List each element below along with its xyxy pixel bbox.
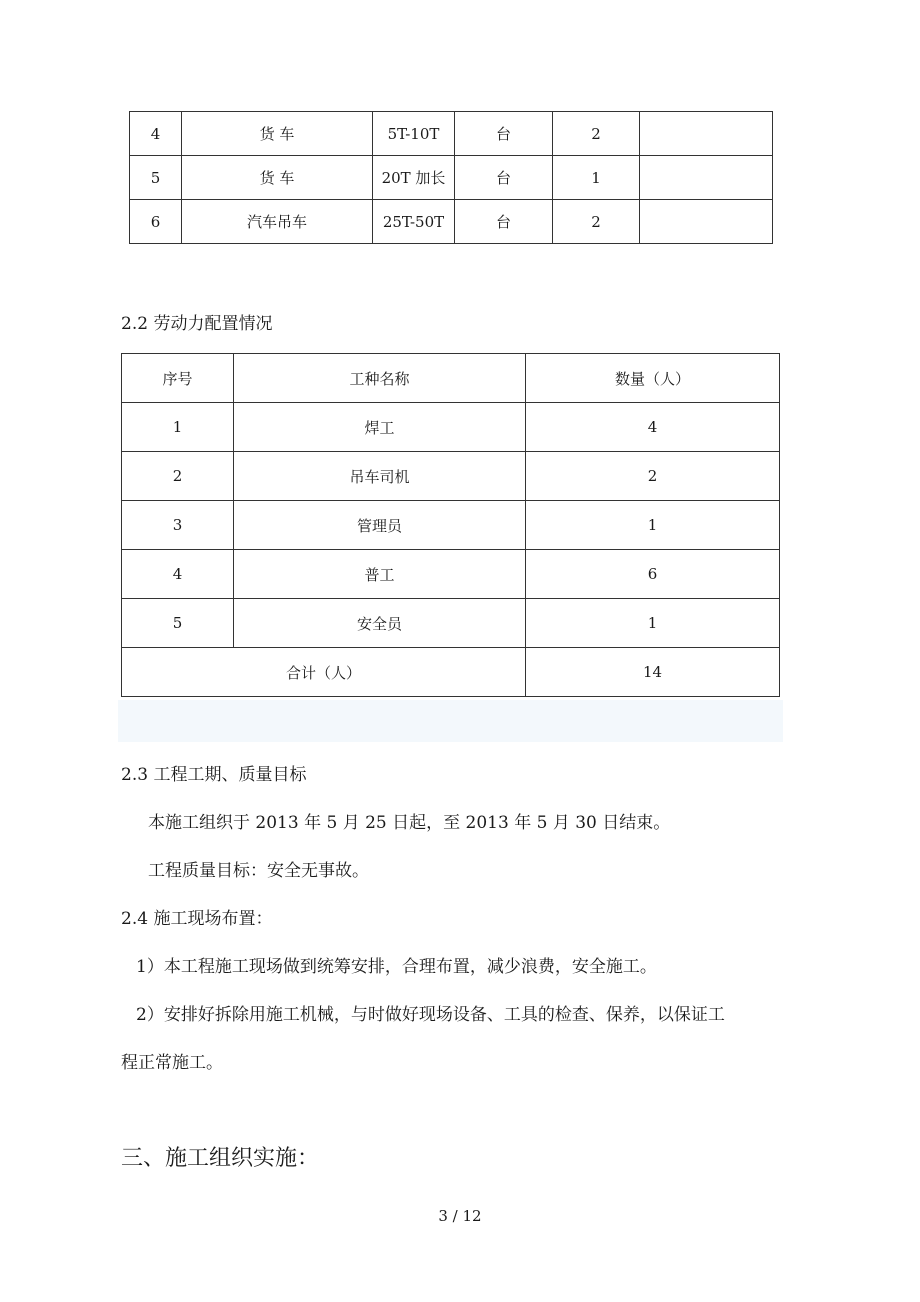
equipment-name: 汽车吊车 xyxy=(182,200,373,244)
table-row xyxy=(130,112,773,156)
equipment-unit: 台 xyxy=(455,156,553,200)
row-no: 6 xyxy=(130,200,182,244)
equipment-note xyxy=(640,200,773,244)
labor-table xyxy=(121,353,780,697)
equipment-qty: 2 xyxy=(553,112,640,156)
row-no: 5 xyxy=(122,599,234,648)
chapter-heading: 三、施工组织实施： xyxy=(121,1146,320,1171)
section-heading-2-4: 2.4 施工现场布置： xyxy=(121,909,273,929)
header-no: 序号 xyxy=(122,354,234,403)
row-no: 1 xyxy=(122,403,234,452)
worker-count: 6 xyxy=(526,550,780,599)
equipment-note xyxy=(640,156,773,200)
table-header-row xyxy=(122,354,780,403)
row-no: 4 xyxy=(130,112,182,156)
quality-paragraph: 工程质量目标：安全无事故。 xyxy=(148,861,369,881)
equipment-unit: 台 xyxy=(455,112,553,156)
equipment-spec: 25T-50T xyxy=(373,200,455,244)
total-count: 14 xyxy=(526,648,780,697)
shaded-band xyxy=(118,700,783,742)
header-count: 数量（人） xyxy=(526,354,780,403)
equipment-name: 货 车 xyxy=(182,156,373,200)
row-no: 4 xyxy=(122,550,234,599)
table-row xyxy=(122,452,780,501)
worker-type: 安全员 xyxy=(234,599,526,648)
page-number: 3 / 12 xyxy=(438,1207,482,1225)
worker-type: 管理员 xyxy=(234,501,526,550)
worker-count: 4 xyxy=(526,403,780,452)
worker-type: 焊工 xyxy=(234,403,526,452)
table-row xyxy=(130,156,773,200)
worker-count: 1 xyxy=(526,501,780,550)
equipment-table xyxy=(129,111,773,244)
schedule-paragraph: 本施工组织于 2013 年 5 月 25 日起，至 2013 年 5 月 30 日结束。 xyxy=(148,813,671,833)
table-total-row xyxy=(122,648,780,697)
section-heading-2-3: 2.3 工程工期、质量目标 xyxy=(121,765,307,785)
list-item: 2）安排好拆除用施工机械，与时做好现场设备、工具的检查、保养，以保证工 xyxy=(136,1005,725,1025)
worker-count: 2 xyxy=(526,452,780,501)
table-row xyxy=(122,550,780,599)
table-row xyxy=(130,200,773,244)
worker-type: 普工 xyxy=(234,550,526,599)
row-no: 5 xyxy=(130,156,182,200)
equipment-qty: 2 xyxy=(553,200,640,244)
equipment-spec: 5T-10T xyxy=(373,112,455,156)
table-row xyxy=(122,403,780,452)
equipment-unit: 台 xyxy=(455,200,553,244)
row-no: 3 xyxy=(122,501,234,550)
equipment-name: 货 车 xyxy=(182,112,373,156)
row-no: 2 xyxy=(122,452,234,501)
worker-count: 1 xyxy=(526,599,780,648)
list-item-continuation: 程正常施工。 xyxy=(121,1053,223,1073)
header-type: 工种名称 xyxy=(234,354,526,403)
list-item: 1）本工程施工现场做到统筹安排，合理布置，减少浪费，安全施工。 xyxy=(136,957,657,977)
equipment-qty: 1 xyxy=(553,156,640,200)
equipment-note xyxy=(640,112,773,156)
worker-type: 吊车司机 xyxy=(234,452,526,501)
equipment-spec: 20T 加长 xyxy=(373,156,455,200)
table-row xyxy=(122,501,780,550)
section-heading-2-2: 2.2 劳动力配置情况 xyxy=(121,314,273,334)
table-row xyxy=(122,599,780,648)
total-label: 合计（人） xyxy=(122,648,526,697)
